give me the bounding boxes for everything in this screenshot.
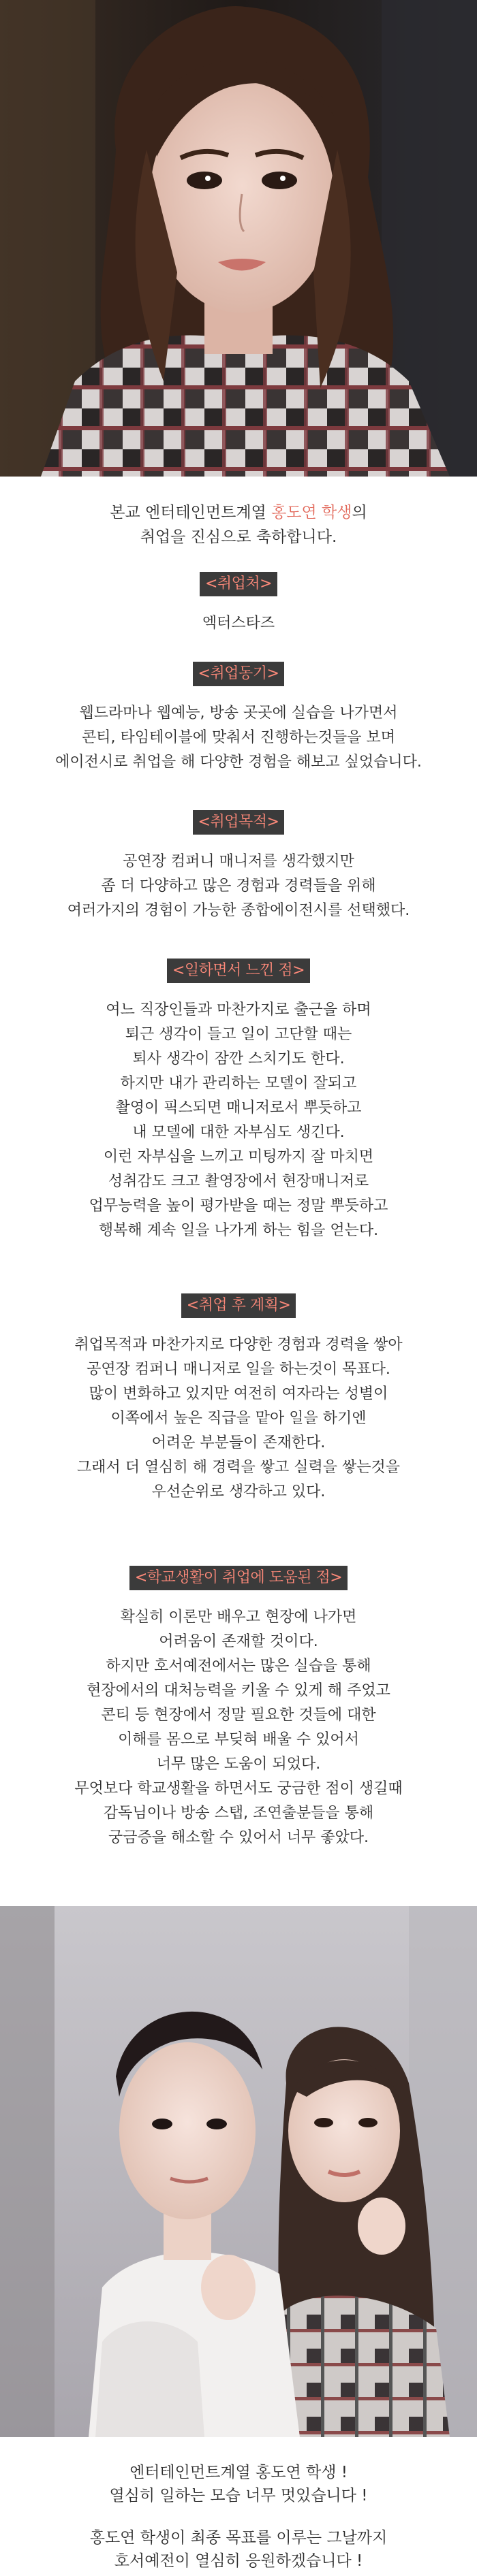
section-work-impressions: [0, 959, 477, 1243]
couple-illustration: [0, 1906, 477, 2437]
body-line: 너무 많은 도움이 되었다.: [156, 1756, 321, 1773]
section-heading: <취업목적>: [193, 810, 285, 835]
body-line: 여러가지의 경험이 가능한 종합에이전시를 선택했다.: [67, 902, 410, 919]
section-motivation: [0, 662, 477, 775]
section-heading: <취업 후 계획>: [181, 1293, 296, 1318]
body-line: 공연장 컴퍼니 매니저를 생각했지만: [123, 853, 354, 870]
section-body: [0, 611, 477, 636]
student-name-highlight: 홍도연 학생: [271, 504, 352, 521]
section-heading: <학교생활이 취업에 도움된 점>: [129, 1566, 348, 1590]
body-line: 웹드라마나 웹예능, 방송 곳곳에 실습을 나가면서: [79, 705, 398, 722]
body-line: 여느 직장인들과 마찬가지로 출근을 하며: [106, 1001, 371, 1018]
couple-photo-bottom: [0, 1906, 477, 2437]
section-plans: [0, 1293, 477, 1504]
body-line: 현장에서의 대처능력을 키울 수 있게 해 주었고: [87, 1682, 390, 1699]
intro-before: 본교 엔터테인먼트계열: [110, 504, 272, 521]
footer-line: 열심히 일하는 모습 너무 멋있습니다 !: [109, 2487, 368, 2505]
section-employer: [0, 572, 477, 636]
body-line: 성취감도 크고 촬영장에서 현장매니저로: [108, 1173, 369, 1190]
body-line: 취업목적과 마찬가지로 다양한 경험과 경력을 쌓아: [74, 1336, 403, 1353]
footer-line: 호서예전이 열심히 응원하겠습니다 !: [114, 2552, 363, 2570]
body-line: 공연장 컴퍼니 매니저로 일을 하는것이 목표다.: [87, 1361, 390, 1378]
body-line: 콘티, 타임테이블에 맞춰서 진행하는것들을 보며: [81, 729, 395, 746]
body-line: 이쪽에서 높은 직급을 맡아 일을 하기엔: [110, 1410, 367, 1427]
body-line: 에이전시로 취업을 해 다양한 경험을 해보고 싶었습니다.: [55, 754, 422, 771]
section-purpose: [0, 810, 477, 923]
body-line: 무엇보다 학교생활을 하면서도 궁금한 점이 생길때: [74, 1780, 403, 1797]
body-line: 좀 더 다양하고 많은 경험과 경력들을 위해: [101, 878, 376, 895]
body-line: 하지만 호서예전에서는 많은 실습을 통해: [106, 1658, 371, 1675]
body-line: 감독님이나 방송 스탭, 조연출분들을 통해: [103, 1805, 374, 1822]
section-heading: <취업처>: [200, 572, 277, 596]
body-line: 그래서 더 열심히 해 경력을 쌓고 실력을 쌓는것을: [77, 1459, 400, 1476]
body-line: 우선순위로 생각하고 있다.: [151, 1483, 326, 1500]
intro-after: 의: [352, 504, 367, 521]
body-line: 이런 자부심을 느끼고 미팅까지 잘 마치면: [103, 1148, 374, 1165]
section-school-help: [0, 1566, 477, 1850]
body-line: 행복해 계속 일을 나가게 하는 힘을 얻는다.: [98, 1222, 379, 1239]
section-body: [0, 1605, 477, 1850]
footer-line: 엔터테인먼트계열 홍도연 학생 !: [129, 2464, 348, 2481]
body-line: 확실히 이론만 배우고 현장에 나가면: [120, 1609, 357, 1626]
portrait-photo-top: [0, 0, 477, 477]
body-line: 어려운 부분들이 존재한다.: [151, 1434, 326, 1451]
body-line: 퇴근 생각이 들고 일이 고단할 때는: [125, 1026, 352, 1043]
section-heading: <일하면서 느낀 점>: [167, 959, 310, 983]
footer-message: [0, 2461, 477, 2573]
body-line: 하지만 내가 관리하는 모델이 잘되고: [120, 1075, 357, 1092]
portrait-illustration: [0, 0, 477, 477]
section-heading: <취업동기>: [193, 662, 285, 686]
section-body: [0, 1333, 477, 1504]
body-line: 내 모델에 대한 자부심도 생긴다.: [132, 1124, 345, 1141]
section-body: [0, 998, 477, 1243]
body-line: 업무능력을 높이 평가받을 때는 정말 뿌듯하고: [89, 1197, 388, 1214]
intro-text: [0, 500, 477, 549]
body-line: 엑터스타즈: [202, 615, 275, 632]
section-body: [0, 850, 477, 923]
body-line: 궁금증을 해소할 수 있어서 너무 좋았다.: [108, 1829, 369, 1846]
body-line: 어려움이 존재할 것이다.: [159, 1633, 318, 1650]
body-line: 이해를 몸으로 부딪혀 배울 수 있어서: [118, 1731, 359, 1748]
footer-line: 홍도연 학생이 최종 목표를 이루는 그날까지: [89, 2529, 388, 2547]
body-line: 콘티 등 현장에서 정말 필요한 것들에 대한: [101, 1707, 376, 1724]
intro-line-2: 취업을 진심으로 축하합니다.: [140, 528, 337, 546]
body-line: 촬영이 픽스되면 매니저로서 뿌듯하고: [115, 1099, 362, 1116]
section-body: [0, 701, 477, 775]
body-line: 퇴사 생각이 잠깐 스치기도 한다.: [132, 1050, 345, 1067]
body-line: 많이 변화하고 있지만 여전히 여자라는 성별이: [89, 1385, 388, 1402]
